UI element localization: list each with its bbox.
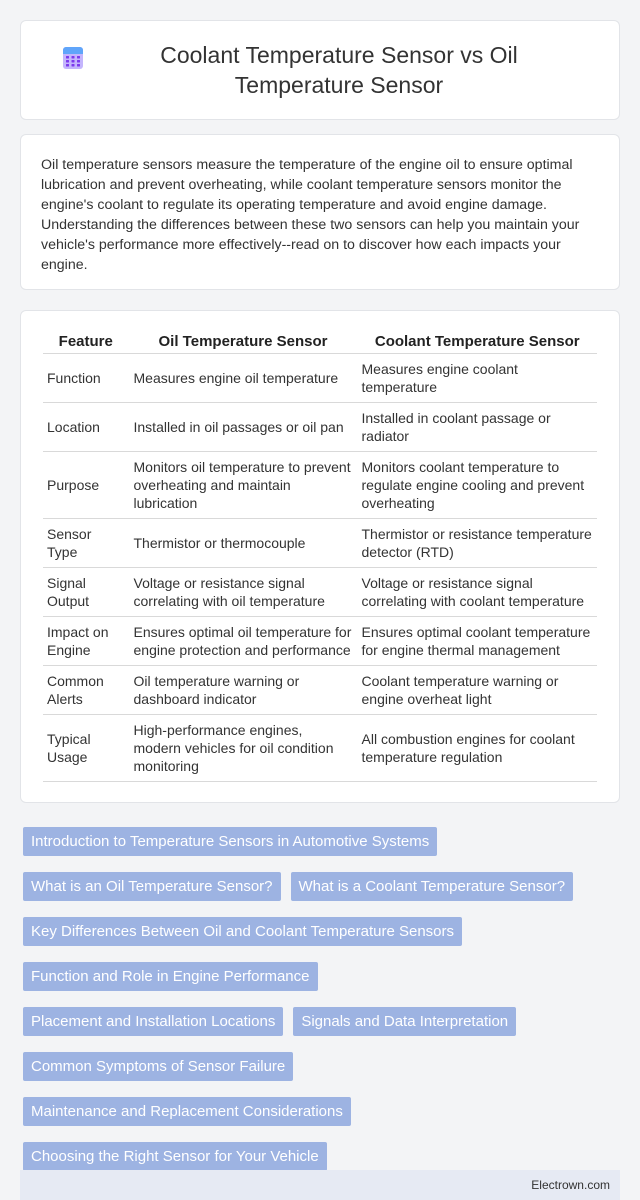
coolant-cell: Voltage or resistance signal correlating with coolant temperature (357, 568, 597, 617)
oil-cell: Ensures optimal oil temperature for engine protection and performance (129, 617, 357, 666)
oil-cell: Measures engine oil temperature (129, 354, 357, 403)
tag-symptoms[interactable]: Common Symptoms of Sensor Failure (23, 1052, 293, 1081)
oil-cell: Monitors oil temperature to prevent overheating and maintain lubrication (129, 452, 357, 519)
feature-cell: Typical Usage (43, 715, 129, 782)
coolant-cell: Ensures optimal coolant temperature for engine thermal management (357, 617, 597, 666)
comparison-table (43, 329, 597, 782)
footer-site-name[interactable]: Electrown.com (531, 1178, 610, 1192)
table-row (43, 715, 597, 782)
feature-cell: Location (43, 403, 129, 452)
coolant-cell: Monitors coolant temperature to regulate engine cooling and prevent overheating (357, 452, 597, 519)
coolant-cell: Coolant temperature warning or engine overheat light (357, 666, 597, 715)
oil-cell: Oil temperature warning or dashboard indicator (129, 666, 357, 715)
coolant-cell: All combustion engines for coolant temperature regulation (357, 715, 597, 782)
tag-choosing[interactable]: Choosing the Right Sensor for Your Vehicle (23, 1142, 327, 1171)
comparison-table-card (20, 310, 620, 803)
table-row (43, 617, 597, 666)
coolant-cell: Measures engine coolant temperature (357, 354, 597, 403)
table-row (43, 452, 597, 519)
tag-introduction[interactable]: Introduction to Temperature Sensors in Automotive Systems (23, 827, 437, 856)
tag-signals[interactable]: Signals and Data Interpretation (293, 1007, 516, 1036)
feature-cell: Function (43, 354, 129, 403)
feature-cell: Sensor Type (43, 519, 129, 568)
oil-cell: Thermistor or thermocouple (129, 519, 357, 568)
coolant-cell: Installed in coolant passage or radiator (357, 403, 597, 452)
tag-maintenance[interactable]: Maintenance and Replacement Considerations (23, 1097, 351, 1126)
table-row (43, 666, 597, 715)
tag-function-role[interactable]: Function and Role in Engine Performance (23, 962, 318, 991)
table-row (43, 519, 597, 568)
table-header-row (43, 329, 597, 354)
feature-cell: Purpose (43, 452, 129, 519)
header-oil-sensor: Oil Temperature Sensor (129, 329, 357, 354)
tag-placement[interactable]: Placement and Installation Locations (23, 1007, 283, 1036)
header-card (20, 20, 620, 120)
calculator-icon (61, 46, 85, 70)
intro-card (20, 134, 620, 290)
header-coolant-sensor: Coolant Temperature Sensor (357, 329, 597, 354)
tag-oil-sensor[interactable]: What is an Oil Temperature Sensor? (23, 872, 281, 901)
tag-coolant-sensor[interactable]: What is a Coolant Temperature Sensor? (291, 872, 574, 901)
footer (20, 1170, 620, 1200)
oil-cell: Voltage or resistance signal correlating with oil temperature (129, 568, 357, 617)
feature-cell: Signal Output (43, 568, 129, 617)
page-title: Coolant Temperature Sensor vs Oil Temperature Sensor (160, 42, 518, 98)
feature-cell: Impact on Engine (43, 617, 129, 666)
intro-text: Oil temperature sensors measure the temperature of the engine oil to ensure optimal lubrication and prevent overheating, while coolant temperature sensors monitor the engine's coolant to regulate its operating temperature and avoid engine damage. Understanding the differences between these two sensors can help you maintain your vehicle's performance more effectively--read on to discover how each impacts your engine. (41, 157, 580, 273)
table-row (43, 354, 597, 403)
header-feature: Feature (43, 329, 129, 354)
table-row (43, 403, 597, 452)
feature-cell: Common Alerts (43, 666, 129, 715)
tag-key-differences[interactable]: Key Differences Between Oil and Coolant Temperature Sensors (23, 917, 462, 946)
oil-cell: Installed in oil passages or oil pan (129, 403, 357, 452)
oil-cell: High-performance engines, modern vehicles for oil condition monitoring (129, 715, 357, 782)
header-inner (61, 40, 579, 100)
table-row (43, 568, 597, 617)
topic-tags (20, 827, 620, 1171)
coolant-cell: Thermistor or resistance temperature detector (RTD) (357, 519, 597, 568)
